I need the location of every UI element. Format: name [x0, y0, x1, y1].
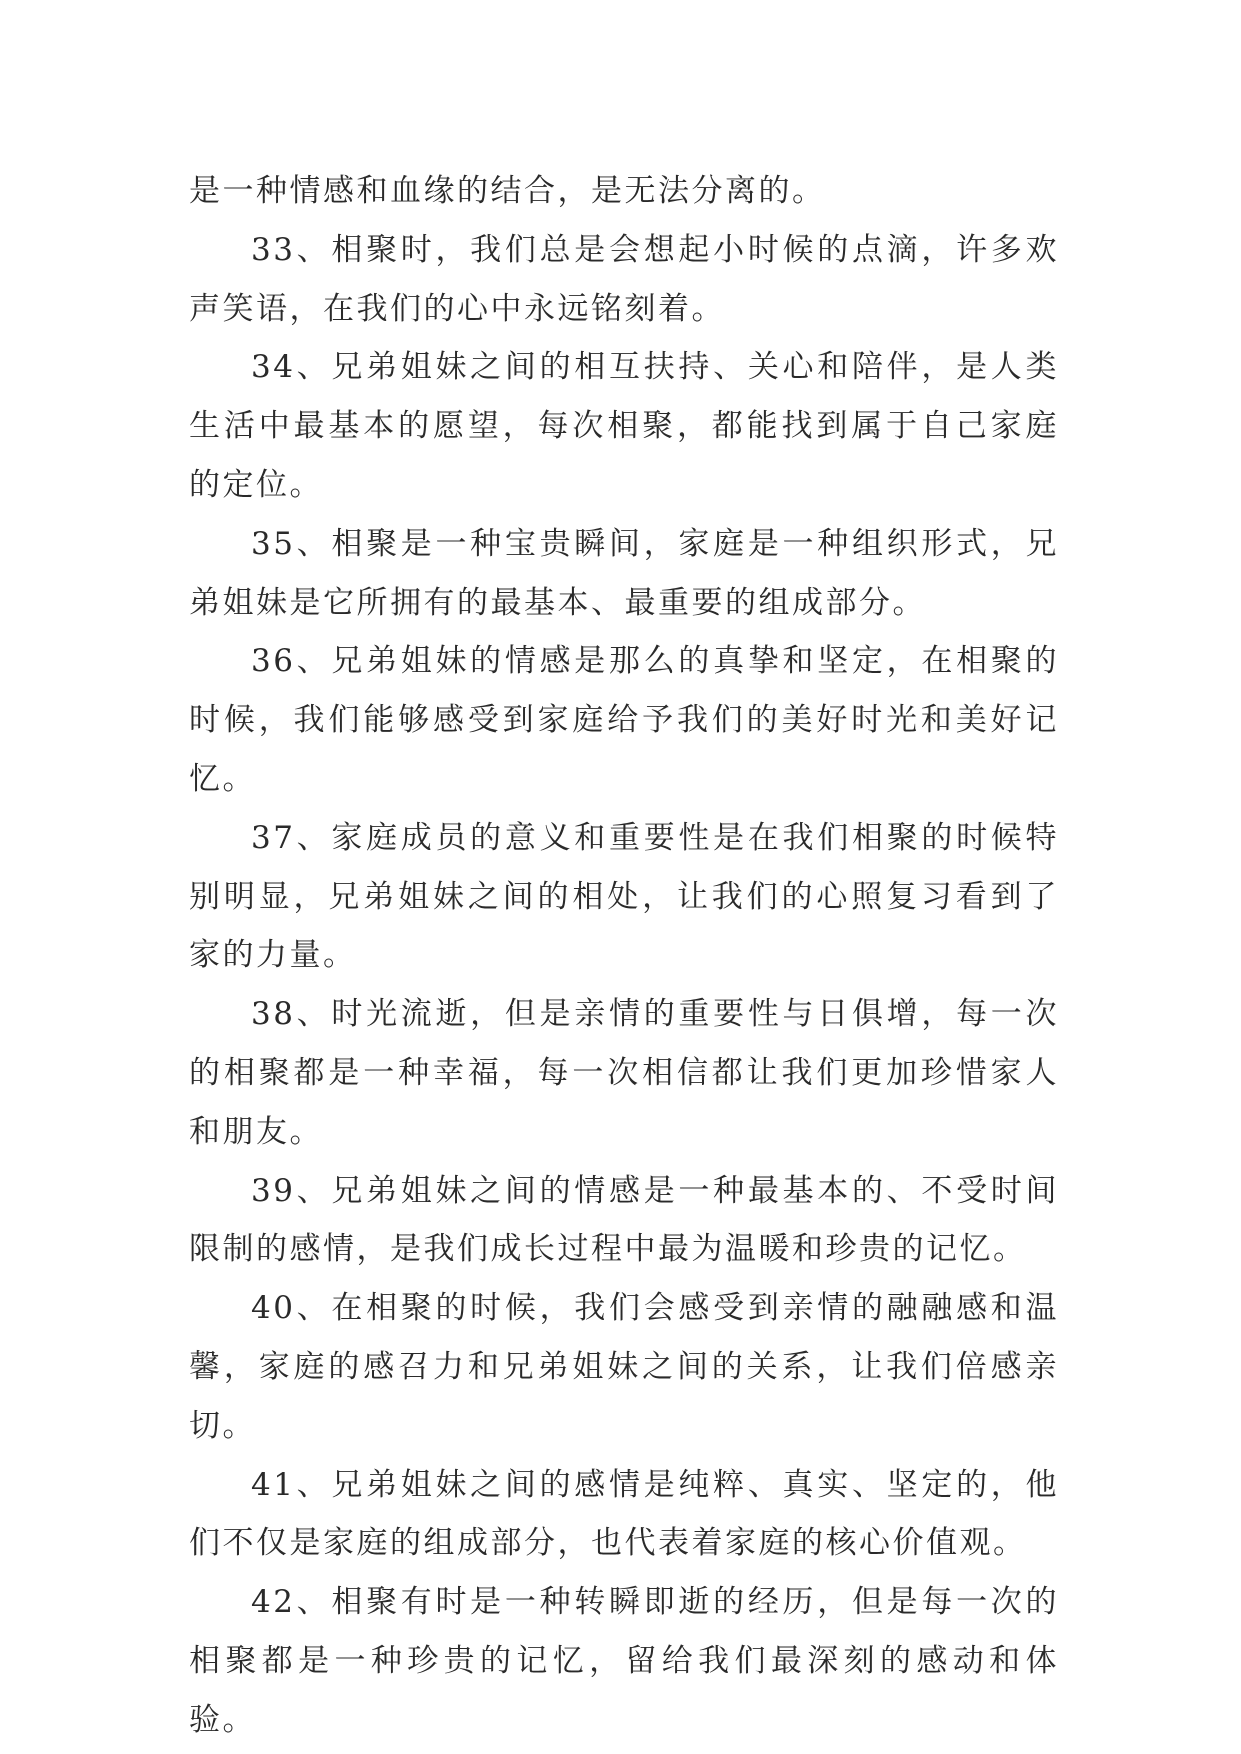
paragraph-36: 36、兄弟姐妹的情感是那么的真挚和坚定，在相聚的时候，我们能够感受到家庭给予我们的美好时光和美好记忆。: [189, 643, 1059, 797]
paragraph-33: 33、相聚时，我们总是会想起小时候的点滴，许多欢声笑语，在我们的心中永远铭刻着。: [189, 231, 1059, 327]
paragraph-35: 35、相聚是一种宝贵瞬间，家庭是一种组织形式，兄弟姐妹是它所拥有的最基本、最重要的组成部分。: [189, 525, 1059, 621]
paragraph-34: 34、兄弟姐妹之间的相互扶持、关心和陪伴，是人类生活中最基本的愿望，每次相聚，都能找到属于自己家庭的定位。: [189, 349, 1059, 503]
paragraph-41: 41、兄弟姐妹之间的感情是纯粹、真实、坚定的，他们不仅是家庭的组成部分，也代表着家庭的核心价值观。: [189, 1466, 1059, 1562]
paragraph-38: 38、时光流逝，但是亲情的重要性与日俱增，每一次的相聚都是一种幸福，每一次相信都让我们更加珍惜家人和朋友。: [189, 996, 1059, 1150]
paragraph-40: 40、在相聚的时候，我们会感受到亲情的融融感和温馨，家庭的感召力和兄弟姐妹之间的关系，让我们倍感亲切。: [189, 1290, 1059, 1444]
paragraph-42: 42、相聚有时是一种转瞬即逝的经历，但是每一次的相聚都是一种珍贵的记忆，留给我们最深刻的感动和体验。: [189, 1584, 1059, 1738]
document-body: [189, 162, 1059, 1750]
paragraph-37: 37、家庭成员的意义和重要性是在我们相聚的时候特别明显，兄弟姐妹之间的相处，让我们的心照复习看到了家的力量。: [189, 819, 1059, 974]
paragraph-continuation: 是一种情感和血缘的结合，是无法分离的。: [189, 173, 826, 209]
paragraph-39: 39、兄弟姐妹之间的情感是一种最基本的、不受时间限制的感情，是我们成长过程中最为温暖和珍贵的记忆。: [189, 1172, 1059, 1268]
